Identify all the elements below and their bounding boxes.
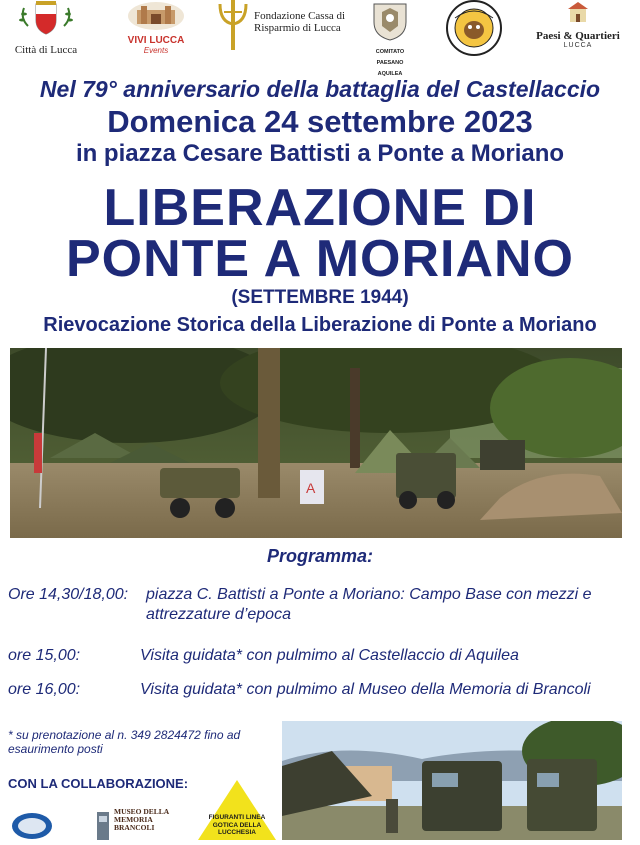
museum-icon (94, 806, 112, 840)
paesi-caption: Paesi & Quartieri (536, 30, 620, 42)
booking-note: * su prenotazione al n. 349 2824472 fino ad esaurimento posti (8, 728, 241, 756)
paesi-subcaption: LUCCA (563, 42, 593, 49)
main-title-line2: PONTE A MORIANO (65, 230, 575, 288)
lucca-caption: Città di Lucca (14, 44, 78, 56)
village-icon (530, 0, 626, 26)
program-time: ore 15,00: (8, 647, 81, 664)
figuranti-label: FIGURANTI LINEA GOTICA DELLA LUCCHESIA (208, 814, 266, 836)
aquilea-logo (364, 0, 416, 80)
camp-photo (10, 348, 622, 538)
military-trucks-image (282, 721, 622, 840)
paesi-quartieri-logo (530, 0, 626, 49)
program-title: Programma: (266, 546, 374, 566)
sagra-logo (441, 0, 507, 61)
lucca-crest-icon (8, 0, 84, 38)
fondazione-emblem-icon (214, 0, 252, 52)
aquilea-crest-icon (364, 0, 416, 42)
event-date: Domenica 24 settembre 2023 (107, 104, 533, 139)
subtitle-year: (SETTEMBRE 1944) (231, 287, 409, 308)
program-description: piazza C. Battisti a Ponte a Moriano: Campo Base con mezzi e attrezzature d’epoca (146, 586, 592, 623)
round-badge-icon (8, 806, 68, 840)
partner-logo-round (8, 806, 68, 840)
vivi-subcaption: Events (143, 46, 169, 55)
anniversary-line: Nel 79° anniversario della battaglia del Castellaccio (39, 76, 601, 102)
trucks-photo (282, 721, 622, 840)
aquilea-caption: COMITATO PAESANO AQUILEA (375, 49, 405, 77)
vivi-caption: VIVI LUCCA (127, 35, 185, 46)
museo-memoria-logo (94, 806, 170, 840)
museo-label: MUSEO DELLA MEMORIA BRANCOLI (114, 807, 169, 832)
figuranti-logo (196, 776, 278, 840)
fondazione-logo (214, 0, 354, 57)
sagra-badge-icon (441, 0, 507, 56)
event-place: in piazza Cesare Battisti a Ponte a Moriano (75, 140, 565, 167)
collaboration-label: CON LA COLLABORAZIONE: (8, 776, 189, 791)
program-time: ore 16,00: (8, 681, 81, 698)
vivi-lucca-logo (125, 0, 187, 55)
city-walls-icon (125, 0, 187, 30)
program-description: Visita guidata* con pulmimo al Museo della Memoria di Brancoli (140, 681, 591, 698)
program-time: Ore 14,30/18,00: (8, 586, 129, 603)
sponsor-logo-bar (0, 0, 640, 77)
citta-di-lucca-logo (8, 0, 84, 56)
military-camp-image (10, 348, 622, 538)
program-description: Visita guidata* con pulmimo al Castellaccio di Aquilea (140, 647, 519, 664)
event-description: Rievocazione Storica della Liberazione di Ponte a Moriano (43, 314, 597, 336)
svg-text:A: A (306, 480, 316, 496)
main-title-line1: LIBERAZIONE DI (103, 179, 537, 237)
fondazione-caption: Fondazione Cassa di Risparmio di Lucca (254, 10, 346, 34)
